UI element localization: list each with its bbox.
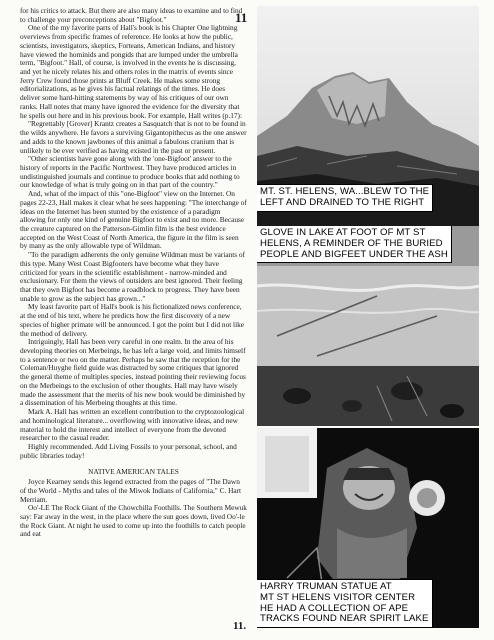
paragraph: One of the my favorite parts of Hall's book is his Chapter One lightning overviews from specific frames of reference. He looks at how the public, scientists, investigators, skeptics, Forteans, American Indians, and history have viewed the hominids and pongids that are lumped under the umbrella term, "Bigfoot." Hall, of course, is involved in the events he is discussing, and yet he nicely relates his and others roles in the matrix of events since Jerry Crew found those prints at Bluff Creek. He makes some strong editorializations, as he gives his factual relatings of the times. He does deliver some hard-hitting statements by way of his critiques of our own ranks. Hall notes that many have ignored the evidence for the diversity that he spells out here and in his previous book. For example, Hall writes (p.17):: [20, 23, 242, 120]
paragraph: "Other scientists have gone along with the 'one-Bigfoot' answer to the history of reports in the Pacific Northwest. They have produced articles in undistinguished journals and continue to produce books that add nothing to our knowledge of what is truly going on in that part of the country.": [20, 154, 240, 190]
photo-caption: GLOVE IN LAKE AT FOOT OF MT ST HELENS, A REMINDER OF THE BURIED PEOPLE AND BIGFEET UNDER THE ASH: [257, 226, 452, 263]
paragraph: for his critics to attack. But there are also many ideas to examine and to find to challenge your preconceptions about "Bigfoot.": [20, 6, 243, 24]
photo-caption: HARRY TRUMAN STATUE AT MT ST HELENS VISITOR CENTER HE HAD A COLLECTION OF APE TRACKS FOUND NEAR SPIRIT LAKE: [257, 579, 433, 628]
photo-caption: MT. ST. HELENS, WA...BLEW TO THE LEFT AND DRAINED TO THE RIGHT: [257, 184, 433, 212]
paragraph: My least favorite part of Hall's book is his fictionalized news conference, at the end of his text, where he predicts how the first discovery of a new species of higher primate will be announced. I got the point but I did not like the method of delivery.: [20, 302, 244, 338]
harry-truman-statue-photo: [257, 428, 479, 628]
paragraph: Intriguingly, Hall has been very careful in one realm. In the area of his developing theories on Merbeings, he has left a large void, and limits himself to a sentence or two on the matter. Perhaps he saw that the reception for the Coleman/Huyghe field guide was distracted by some critiques that ignored the general theme of multiples species, instead pointing their reviewing focus on the Merbeings to the exclusion of other thoughts. Hall may have wisely made the assessment that the merits of his new book would be diminished by a dissemination of his Merbeing thoughts at this time.: [20, 337, 246, 408]
paragraph: Joyce Kearney sends this legend extracted from the pages of "The Dawn of the World - Myths and tales of the Miwok Indians of California," C. Hart Merriam.: [20, 477, 242, 504]
paragraph: Highly recommended. Add Living Fossils to your personal, school, and public libraries today!: [20, 441, 237, 460]
page-number: 11.: [233, 620, 247, 632]
paragraph: Mark A. Hall has written an excellent contribution to the cryptozoological and hominological literature... overflowing with innovative ideas, and new material to hold the interest and intellect of everyone from the devoted researcher to the casual reader.: [20, 407, 245, 443]
paragraph: And, what of the impact of this "one-Bigfoot" view on the Internet. On pages 22-23, Hall makes it clear what he sees happening: "The interchange of ideas on the Internet has been stunted by the existence of a paradigm allowing for only one kind of genuine Bigfoot to exist and no more. Because the creature captured on the Patterson-Gimlin film is the best evidence accepted on the West Coast of North America, the figure in the film is seen by many as the only allowable type of Wildman.: [20, 189, 247, 251]
paragraph: "Regrettably [Grover] Krantz creates a Sasquatch that is not to be found in the wilds anywhere. He favors a surviving Gigantopithecus as the one answer and adds to the known jawbones of this animal a fabulous cranium that is unlikely to be ever verified as having existed in the past or present.: [20, 119, 247, 155]
glove-in-lake-photo: [257, 226, 479, 426]
section-heading: NATIVE AMERICAN TALES: [88, 467, 179, 477]
mt-st-helens-photo: [257, 6, 479, 226]
page-number: 11: [235, 10, 248, 25]
article-column: [20, 7, 247, 539]
paragraph: "To the paradigm adherents the only genuine Wildman must be variants of this type. Many West Coast Bigfooters have become what they have criticized for years in the scientific establishment - narrow-minded and exclusionary. For them the views of outsiders are best ignored. Their feeling that they own Bigfoot has become a roadblock to progress. They have been unable to grow as the subject has grown...": [20, 250, 246, 303]
paragraph: Oo'-LE The Rock Giant of the Chowchilla Foothills. The Southern Mewuk say: Far away in the west, in the place where the sun goes down, lived Oo'-le the Rock Giant. At night he used to come up into the foothills to catch people and eat: [20, 503, 247, 539]
